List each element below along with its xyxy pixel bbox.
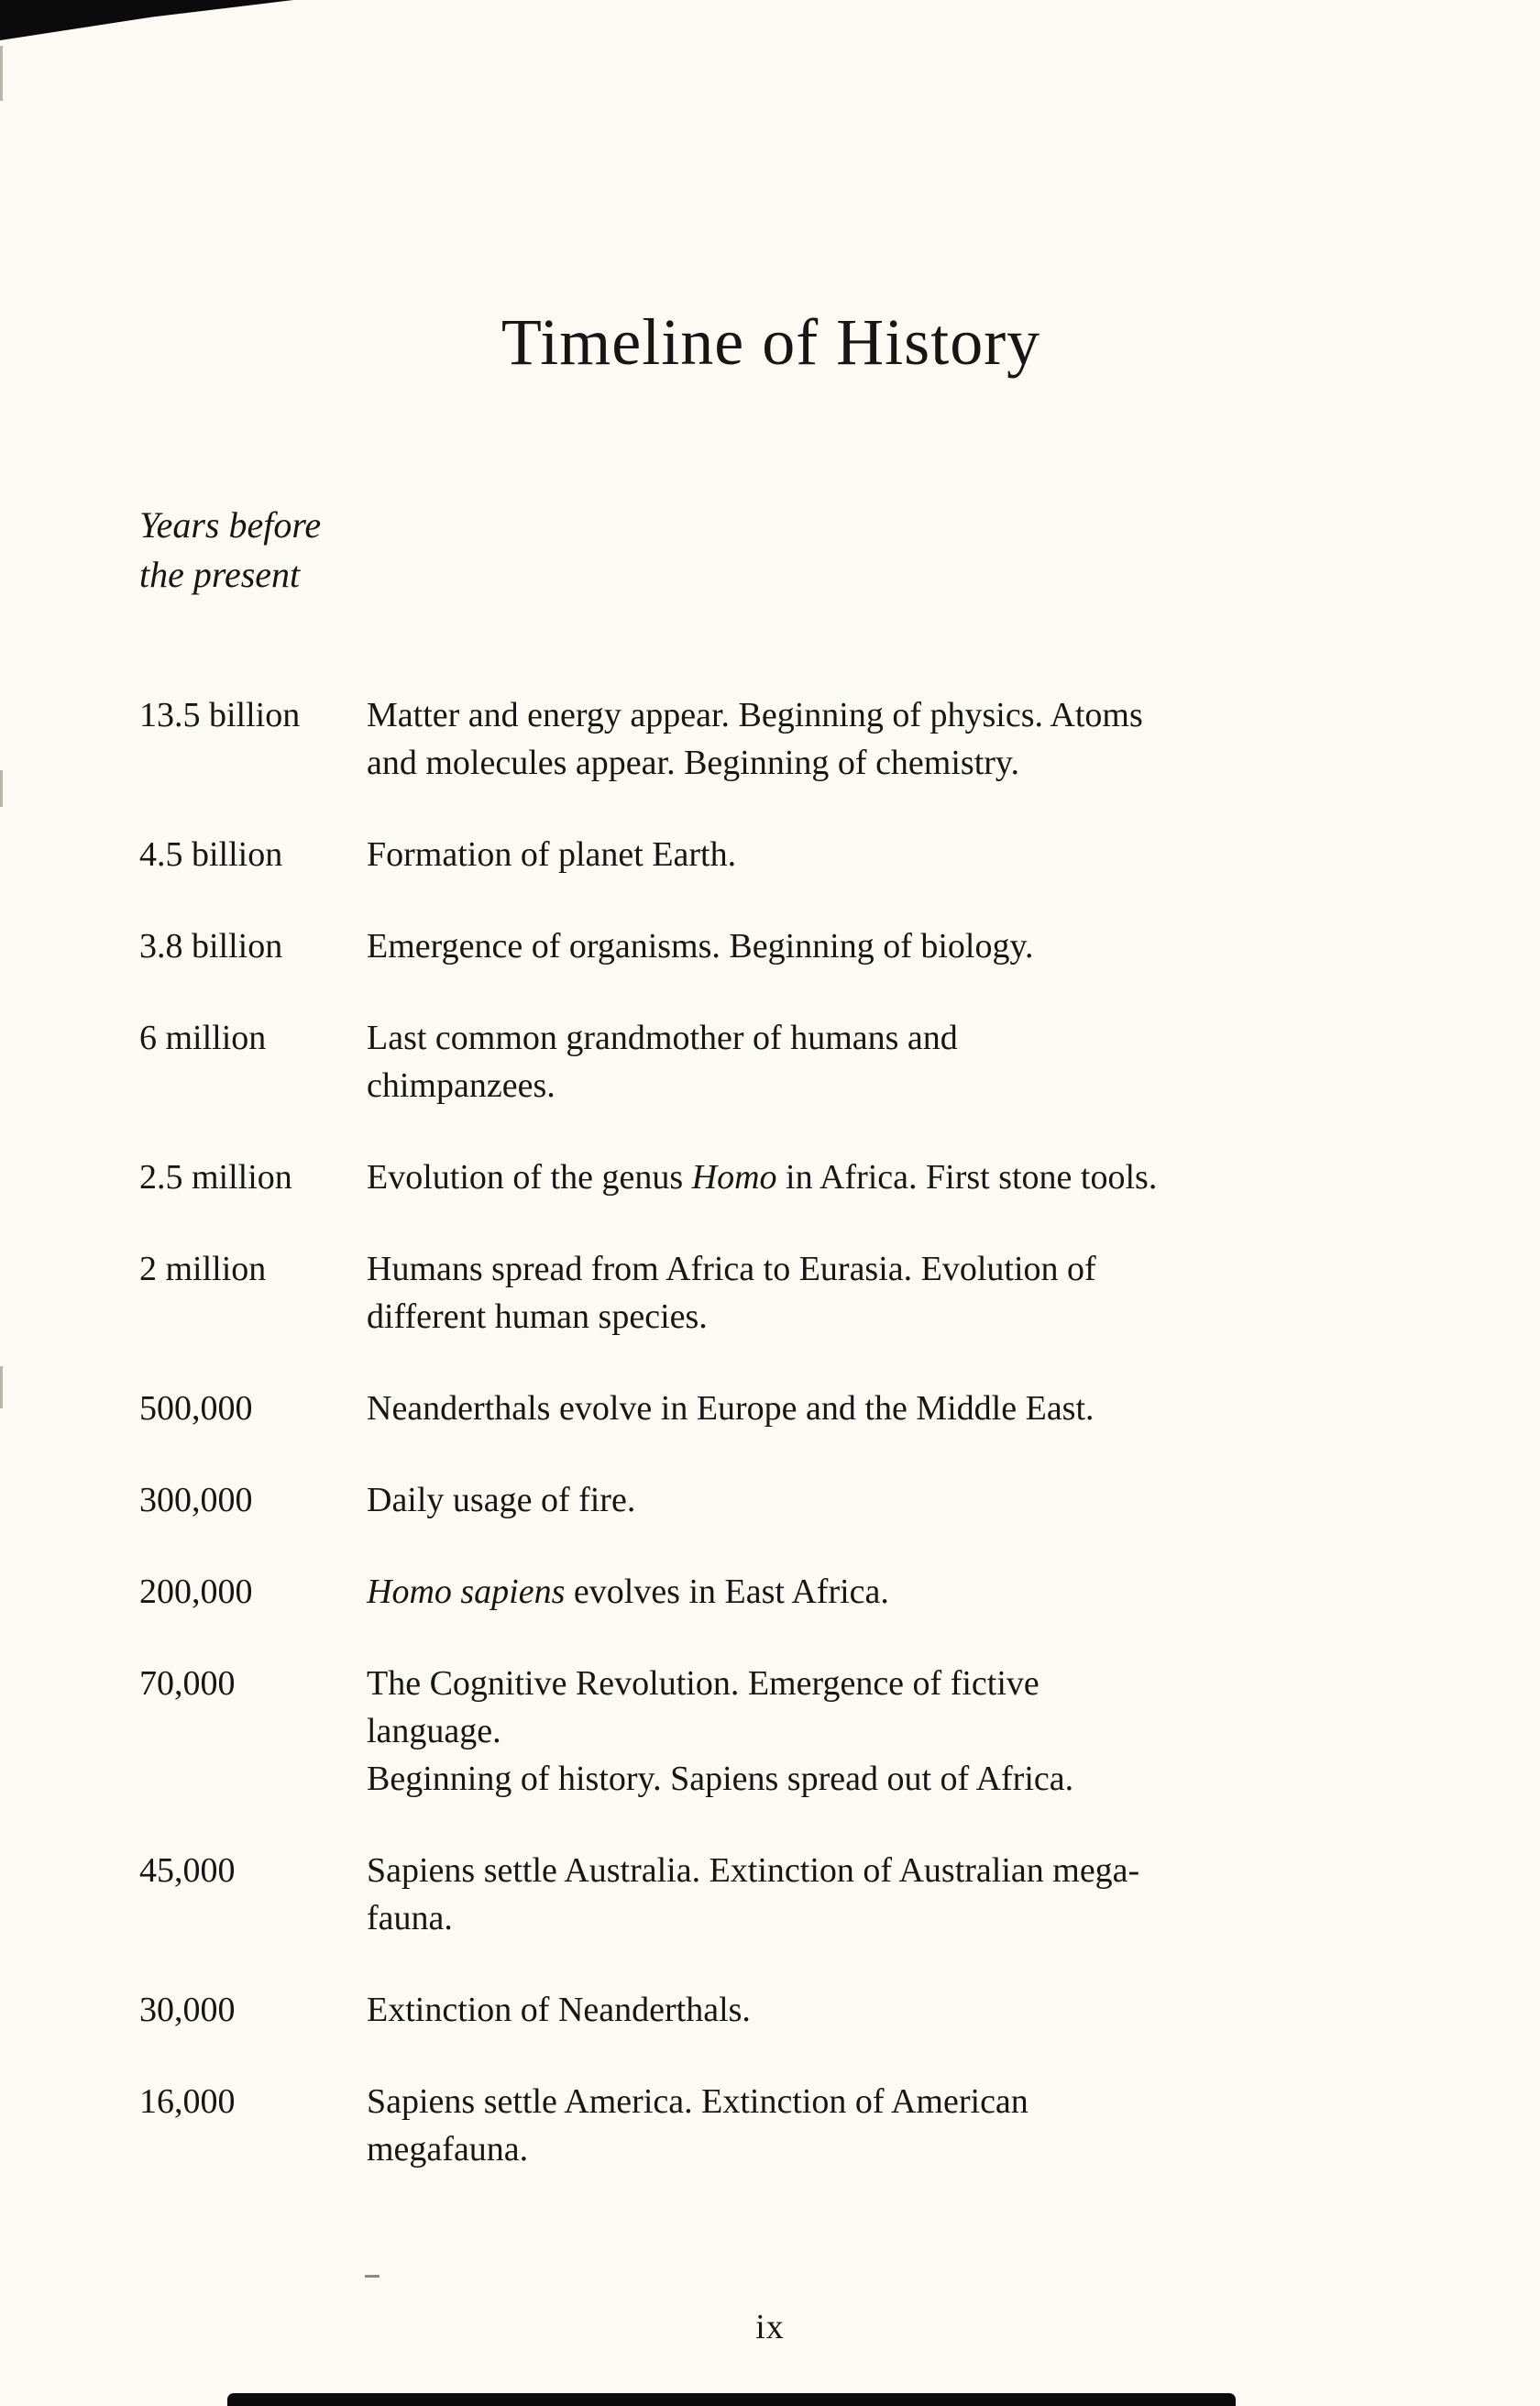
scan-artifact-edge-mark xyxy=(0,770,3,807)
text-segment: evolves in East Africa. xyxy=(565,1573,889,1611)
description-line xyxy=(367,1755,1402,1803)
years-column-header-line1: Years before xyxy=(139,504,322,546)
text-segment: chimpanzees. xyxy=(367,1066,556,1105)
entry-year: 70,000 xyxy=(139,1664,236,1703)
description-line xyxy=(367,1245,1402,1293)
years-column-header-line2: the present xyxy=(139,554,301,595)
description-line xyxy=(367,1568,1402,1616)
description-line xyxy=(367,739,1402,787)
text-segment: fauna. xyxy=(367,1899,453,1937)
description-line xyxy=(367,1014,1402,1062)
entry-year: 6 million xyxy=(139,1019,267,1057)
timeline-entry xyxy=(139,1847,1402,1942)
timeline-entries xyxy=(139,691,1402,2173)
entry-year: 3.8 billion xyxy=(139,927,283,966)
description-line xyxy=(367,1293,1402,1341)
entry-year: 4.5 billion xyxy=(139,835,283,874)
description-line xyxy=(367,1894,1402,1942)
text-segment: Sapiens settle America. Extinction of American xyxy=(367,2082,1028,2121)
timeline-entry xyxy=(139,1476,1402,1524)
description-line xyxy=(367,691,1402,739)
text-segment: and molecules appear. Beginning of chemistry. xyxy=(367,744,1019,782)
entry-year: 2 million xyxy=(139,1250,267,1288)
entry-description xyxy=(367,1245,1402,1341)
entry-description xyxy=(367,2078,1402,2173)
timeline-entry xyxy=(139,691,1402,787)
italic-term: Homo sapiens xyxy=(367,1573,566,1611)
text-segment: Sapiens settle Australia. Extinction of Australian mega- xyxy=(367,1851,1140,1890)
text-segment: different human species. xyxy=(367,1297,708,1336)
entry-description xyxy=(367,1014,1402,1109)
entry-year: 300,000 xyxy=(139,1481,253,1519)
italic-term: Homo xyxy=(691,1158,777,1197)
text-segment: Daily usage of fire. xyxy=(367,1481,636,1519)
text-segment: Neanderthals evolve in Europe and the Middle East. xyxy=(367,1389,1094,1428)
timeline-entry xyxy=(139,1014,1402,1109)
entry-year: 500,000 xyxy=(139,1389,253,1428)
description-line xyxy=(367,1385,1402,1432)
description-line xyxy=(367,1986,1402,2034)
text-segment: Last common grandmother of humans and xyxy=(367,1019,958,1057)
scan-artifact-edge-mark xyxy=(0,46,3,101)
years-column-header xyxy=(139,501,1402,600)
text-segment: in Africa. First stone tools. xyxy=(776,1158,1158,1197)
description-line xyxy=(367,1660,1402,1707)
book-page xyxy=(139,0,1402,2217)
scan-artifact-edge-mark xyxy=(0,1366,3,1408)
entry-description xyxy=(367,1476,1402,1524)
text-segment: The Cognitive Revolution. Emergence of fictive xyxy=(367,1664,1040,1703)
entry-description xyxy=(367,1986,1402,2034)
text-segment: megafauna. xyxy=(367,2130,529,2169)
scan-artifact-speck xyxy=(365,2275,380,2278)
entry-description xyxy=(367,1660,1402,1803)
entry-year: 13.5 billion xyxy=(139,696,301,734)
timeline-entry xyxy=(139,831,1402,878)
entry-year: 45,000 xyxy=(139,1851,236,1890)
scan-artifact-bottom-bar xyxy=(227,2393,1236,2406)
entry-description xyxy=(367,831,1402,878)
text-segment: Matter and energy appear. Beginning of physics. Atoms xyxy=(367,696,1143,734)
timeline-entry xyxy=(139,1986,1402,2034)
entry-description xyxy=(367,922,1402,970)
entry-description xyxy=(367,1153,1402,1201)
text-segment: Formation of planet Earth. xyxy=(367,835,737,874)
description-line xyxy=(367,831,1402,878)
description-line xyxy=(367,922,1402,970)
timeline-entry xyxy=(139,1153,1402,1201)
entry-description xyxy=(367,1847,1402,1942)
description-line xyxy=(367,1707,1402,1755)
entry-year: 30,000 xyxy=(139,1991,236,2029)
description-line xyxy=(367,2078,1402,2125)
timeline-entry xyxy=(139,1660,1402,1803)
entry-description xyxy=(367,1568,1402,1616)
description-line xyxy=(367,1847,1402,1894)
timeline-entry xyxy=(139,1385,1402,1432)
entry-year: 200,000 xyxy=(139,1573,253,1611)
page-number: ix xyxy=(755,2308,785,2346)
text-segment: Evolution of the genus xyxy=(367,1158,692,1197)
timeline-entry xyxy=(139,2078,1402,2173)
text-segment: Humans spread from Africa to Eurasia. Evolution of xyxy=(367,1250,1096,1288)
timeline-entry xyxy=(139,1568,1402,1616)
timeline-entry xyxy=(139,1245,1402,1341)
text-segment: Extinction of Neanderthals. xyxy=(367,1991,751,2029)
page-title: Timeline of History xyxy=(500,305,1041,379)
text-segment: Emergence of organisms. Beginning of biology. xyxy=(367,927,1034,966)
description-line xyxy=(367,1153,1402,1201)
entry-year: 16,000 xyxy=(139,2082,236,2121)
entry-description xyxy=(367,1385,1402,1432)
timeline-entry xyxy=(139,922,1402,970)
text-segment: Beginning of history. Sapiens spread out of Africa. xyxy=(367,1760,1074,1798)
text-segment: language. xyxy=(367,1712,501,1750)
description-line xyxy=(367,2125,1402,2173)
description-line xyxy=(367,1062,1402,1109)
description-line xyxy=(367,1476,1402,1524)
entry-description xyxy=(367,691,1402,787)
entry-year: 2.5 million xyxy=(139,1158,292,1197)
